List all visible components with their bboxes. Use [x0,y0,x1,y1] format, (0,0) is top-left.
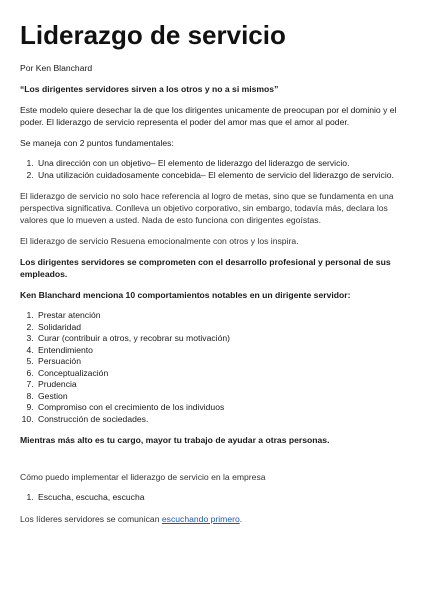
implementation-heading: Cómo puedo implementar el liderazgo de servicio en la empresa [20,472,266,482]
list-item: 1. Escucha, escucha, escucha [36,492,404,504]
fundamental-points-list [20,158,404,181]
list-item: 5. Persuación [36,356,404,368]
quote-line: “Los dirigentes servidores sirven a los otros y no a si mismos” [20,84,279,94]
intro-paragraph: Este modelo quiere desechar la de que los dirigentes unicamente de preocupan por el dominio y el poder. El liderazgo de servicio representa el poder del amor mas que el amor al poder. [20,105,397,127]
list-item: 10. Construcción de sociedades. [36,414,404,426]
commitment-paragraph: Los dirigentes servidores se comprometen con el desarrollo profesional y personal de sus empleados. [20,257,391,279]
list-item: 2. Solidaridad [36,322,404,334]
steps-list [20,492,404,504]
meaning-paragraph: El liderazgo de servicio no solo hace referencia al logro de metas, sino que se fundamenta en una perspectiva significativa. Conlleva un objetivo corporativo, sin embargo, todavía más, declara los valores que lo mueven a usted. Nada de esto funciona con dirigentes egoístas. [20,191,394,225]
listening-suffix: . [239,513,243,524]
listening-first-link[interactable]: escuchando primero [161,513,240,524]
list-item: 6. Conceptualización [36,368,404,380]
points-intro: Se maneja con 2 puntos fundamentales: [20,138,174,148]
closing-statement: Mientras más alto es tu cargo, mayor tu trabajo de ayudar a otras personas. [20,435,330,445]
listening-text: Los líderes servidores se comunican [20,513,162,524]
list-item: 9. Compromiso con el crecimiento de los individuos [36,402,404,414]
list-item: 1. Una dirección con un objetivo– El elemento de liderazgo del liderazgo de servicio. [36,158,404,170]
list-item: 4. Entendimiento [36,345,404,357]
list-item: 3. Curar (contribuir a otros, y recobrar su motivación) [36,333,404,345]
spacer [20,455,404,471]
list-item: 8. Gestion [36,391,404,403]
listening-paragraph [20,513,404,525]
inspire-paragraph: El liderazgo de servicio Resuena emocionalmente con otros y los inspira. [20,236,299,246]
document-page [20,20,404,534]
behaviors-heading: Ken Blanchard menciona 10 comportamientos notables en un dirigente servidor: [20,290,351,300]
list-item: 7. Prudencia [36,379,404,391]
list-item: 2. Una utilización cuidadosamente concebida– El elemento de servicio del liderazgo de servicio. [36,170,404,182]
author-line: Por Ken Blanchard [20,63,93,73]
document-title: Liderazgo de servicio [20,20,286,50]
list-item: 1. Prestar atención [36,310,404,322]
behaviors-list [20,310,404,425]
